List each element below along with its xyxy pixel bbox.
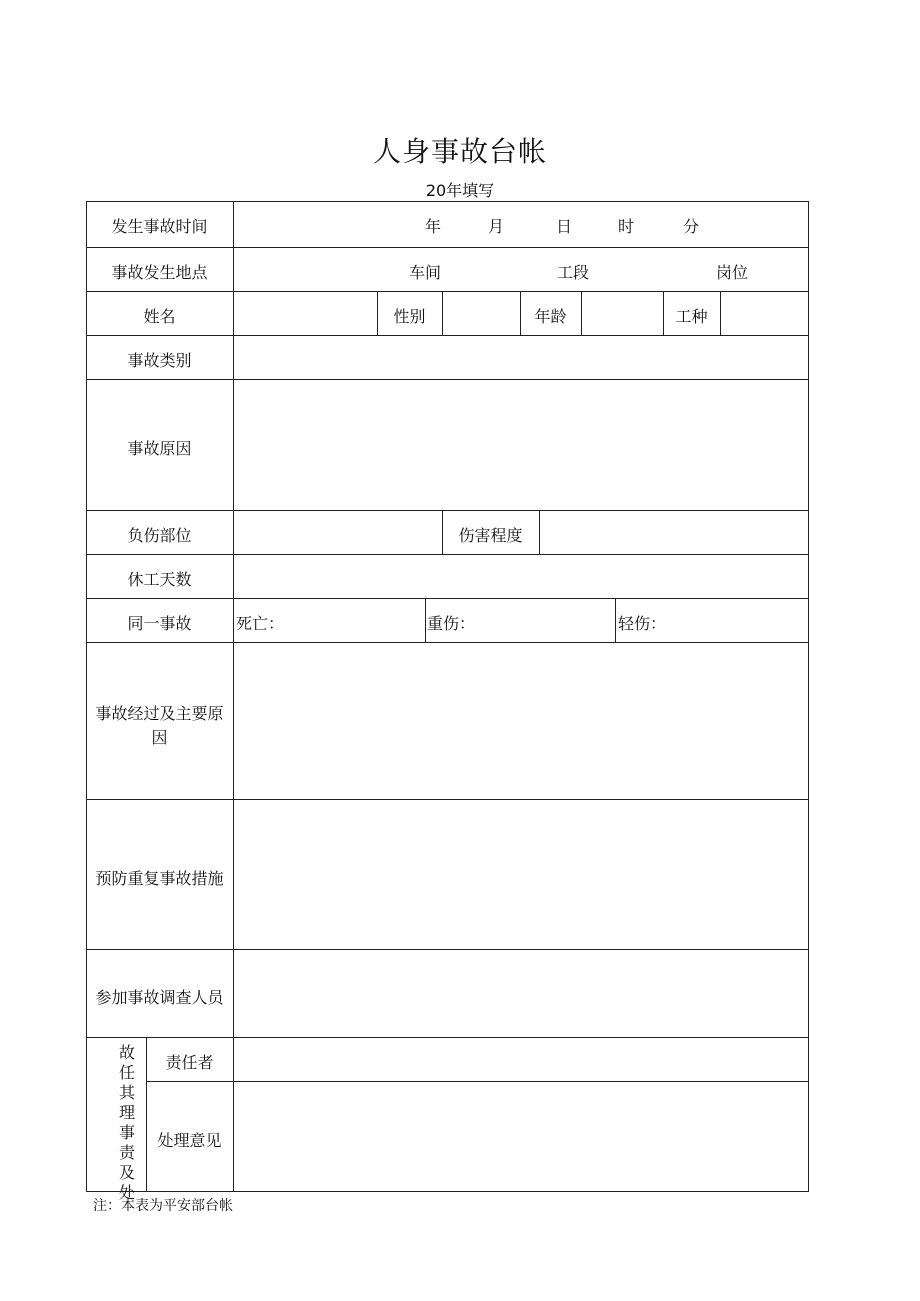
subtitle: 20年填写 [425, 181, 495, 200]
label-investigators: 参加事故调查人员 [95, 988, 224, 1007]
label-injury-part: 负伤部位 [127, 526, 192, 545]
unit-hour: 时 [618, 217, 635, 236]
unit-year: 年 [425, 217, 442, 236]
unit-section: 工段 [557, 263, 590, 282]
label-minor-injury: 轻伤： [618, 614, 667, 633]
label-accident-process-line2: 因 [151, 728, 168, 747]
label-responsible-person: 责任者 [165, 1053, 214, 1072]
label-age: 年龄 [534, 307, 567, 326]
unit-post: 岗位 [716, 263, 749, 282]
label-serious-injury: 重伤： [427, 614, 476, 633]
label-death: 死亡： [236, 614, 285, 633]
label-rest-days: 休工天数 [127, 570, 192, 589]
page-title: 人身事故台帐 [372, 135, 547, 168]
label-accident-cause: 事故原因 [127, 439, 192, 458]
label-responsibility-vertical: 故 任 其 理 事 责 及 处 [118, 1043, 135, 1202]
unit-minute: 分 [683, 217, 700, 236]
label-accident-category: 事故类别 [127, 351, 192, 370]
label-handling-opinion: 处理意见 [157, 1131, 222, 1150]
label-same-accident: 同一事故 [127, 614, 192, 633]
label-accident-location: 事故发生地点 [111, 263, 208, 282]
label-gender: 性别 [393, 307, 426, 326]
unit-month: 月 [488, 217, 505, 236]
label-injury-degree: 伤害程度 [458, 526, 523, 545]
unit-day: 日 [556, 217, 573, 236]
footnote: 注：本表为平安部台帐 [93, 1198, 233, 1214]
unit-workshop: 车间 [409, 263, 442, 282]
label-prevention-measures: 预防重复事故措施 [95, 869, 224, 888]
label-job-type: 工种 [675, 307, 708, 326]
label-accident-time: 发生事故时间 [111, 217, 208, 236]
label-name: 姓名 [143, 307, 176, 326]
label-accident-process-line1: 事故经过及主要原 [95, 704, 224, 723]
